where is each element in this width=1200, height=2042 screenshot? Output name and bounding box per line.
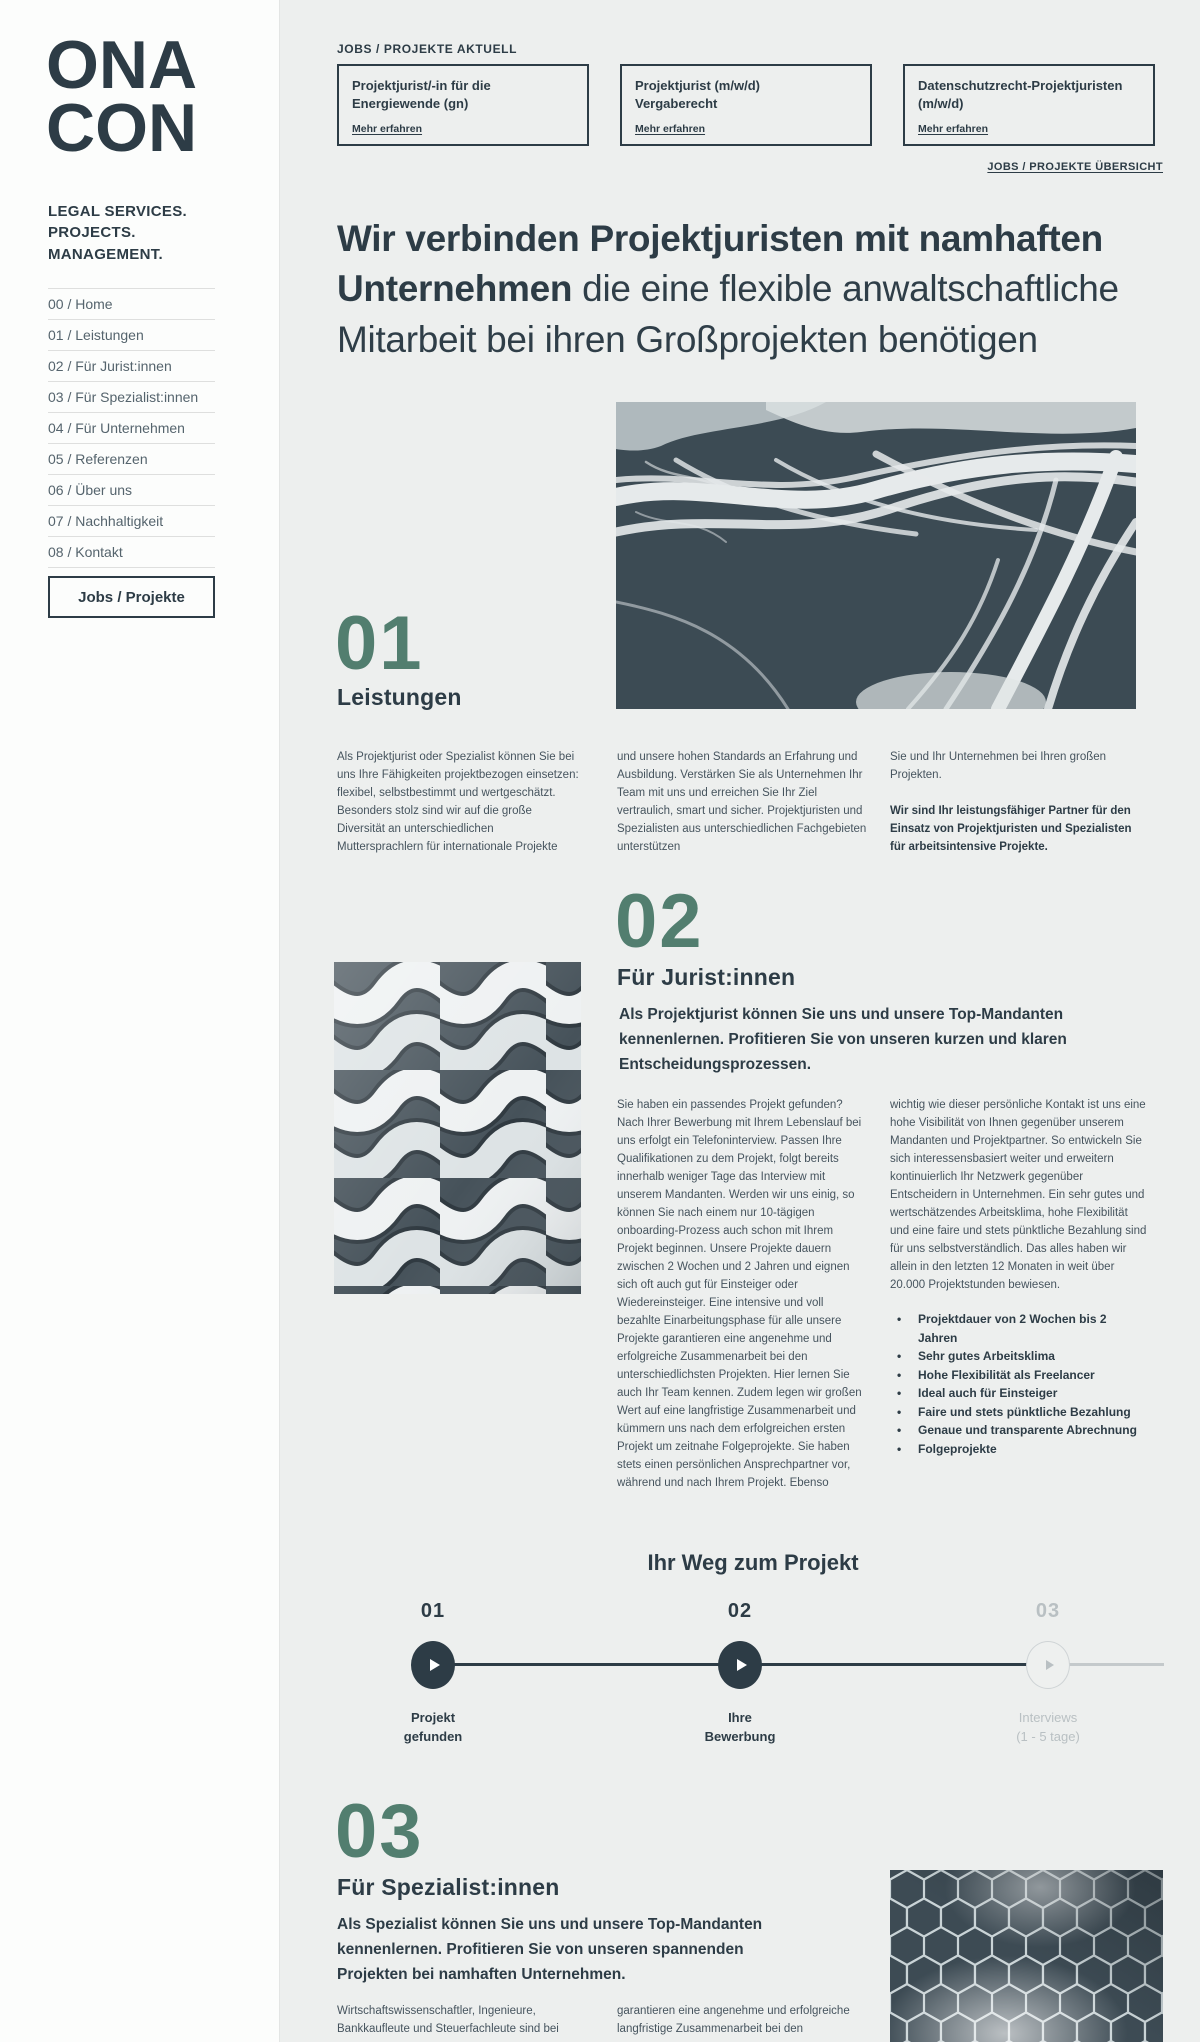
sidebar-item-home[interactable]: 00 / Home (48, 288, 215, 319)
benefit-item: • Projektdauer von 2 Wochen bis 2 Jahren (890, 1310, 1148, 1347)
play-icon (737, 1659, 747, 1671)
sidebar-item-fuer-spezialistinnen[interactable]: 03 / Für Spezialist:innen (48, 381, 215, 412)
sidebar-item-fuer-unternehmen[interactable]: 04 / Für Unternehmen (48, 412, 215, 443)
step-label-line: Bewerbung (704, 1729, 776, 1744)
section-02-col2 (890, 1096, 1148, 1458)
tagline-line: LEGAL SERVICES. (48, 203, 187, 220)
section-01-col2: und unsere hohen Standards an Erfahrung und Ausbildung. Verstärken Sie als Unternehmen Ihr Team mit uns und erreichen Sie Ihr Ziel vertraulich, smart und sicher. Projektjuristen und Spezialisten aus unterschiedlichen Fachgebieten unterstützen (617, 751, 867, 853)
sidebar-item-fuer-juristinnen[interactable]: 02 / Für Jurist:innen (48, 350, 215, 381)
job-card-title: Projektjurist/-in für die Energiewende (gn) (352, 78, 491, 111)
job-card-title: Projektjurist (m/w/d) Vergaberecht (635, 78, 760, 111)
timeline-step-3-label (1016, 1708, 1080, 1746)
timeline-step-2-label (705, 1708, 776, 1746)
hero-heading-bold: Wir verbinden Projektjuristen mit namhaften Unternehmen (337, 218, 1103, 310)
tagline-line: PROJECTS. (48, 224, 136, 242)
timeline-title: Ihr Weg zum Projekt (647, 1550, 859, 1575)
play-icon (430, 1659, 440, 1671)
mehr-erfahren-link[interactable]: Mehr erfahren (918, 123, 989, 135)
timeline-step-1-number: 01 (420, 1600, 446, 1622)
benefit-item: • Folgeprojekte (890, 1440, 1148, 1459)
benefit-item: • Sehr gutes Arbeitsklima (890, 1347, 1148, 1366)
timeline-step-3-dot (1026, 1641, 1070, 1689)
jobs-projekte-button[interactable]: Jobs / Projekte (48, 576, 215, 618)
step-label-line: Interviews (1018, 1710, 1078, 1725)
logo-line-1: ONA (46, 27, 198, 103)
section-01-col3-bold-paragraph: Wir sind Ihr leistungsfähiger Partner für den Einsatz von Projektjuristen und Spezialisten für arbeitsintensive Projekte. (890, 805, 1132, 853)
step-label-line: Ihre (728, 1710, 752, 1725)
benefit-item: • Genaue und transparente Abrechnung (890, 1421, 1148, 1440)
timeline-step-2-dot (718, 1641, 762, 1689)
timeline-step-2-number: 02 (727, 1600, 753, 1622)
mehr-erfahren-link[interactable]: Mehr erfahren (352, 123, 423, 135)
tagline-line: MANAGEMENT. (48, 245, 163, 263)
sidebar-item-leistungen[interactable]: 01 / Leistungen (48, 319, 215, 350)
timeline-step-3-number: 03 (1035, 1600, 1061, 1622)
section-01-col3-paragraph: Sie und Ihr Unternehmen bei Ihren großen Projekten. (890, 751, 1107, 781)
jobs-aktuell-heading: JOBS / PROJEKTE AKTUELL (337, 42, 518, 56)
logo-line-2: CON (46, 90, 198, 167)
job-card (337, 64, 589, 146)
jobs-uebersicht-link[interactable]: JOBS / PROJEKTE ÜBERSICHT (987, 161, 1163, 173)
timeline-step-1-label (404, 1708, 463, 1746)
section-02-col1: Sie haben ein passendes Projekt gefunden? Nach Ihrer Bewerbung mit Ihrem Lebenslauf bei uns erfolgt ein Telefoninterview. Passen Ihre Qualifikationen zu dem Projekt, folgt bereits innerhalb weniger Tage das Interview mit unserem Mandanten. Werden wir uns einig, so können Sie nach einem nur 10-tägigen onboarding-Prozess auch schon mit Ihrem Projekt beginnen. Unsere Projekte dauern zwischen 2 Wochen und 2 Jahren und eignen sich oft auch gut für Einsteiger oder Wiedereinsteiger. Eine intensive und voll bezahlte Einarbeitungsphase für alle unsere Projekte garantieren eine angenehme und erfolgreiche Zusammenarbeit bei den unterschiedlichsten Projekten. Hier lernen Sie auch Ihr Team kennen. Zudem legen wir großen Wert auf eine langfristige Zusammenarbeit und kümmern uns nach dem erfolgreichen ersten Projekt um zeitnahe Folgeprojekte. Sie haben stets einen persönlichen Ansprechpartner vor, während und nach Ihrem Projekt. Ebenso (617, 1099, 862, 1489)
benefits-list (890, 1310, 1148, 1458)
hero-heading-regular: die eine flexible anwaltschaftliche Mitarbeit bei ihren Großprojekten benötigen (337, 268, 1119, 360)
sidebar-item-nachhaltigkeit[interactable]: 07 / Nachhaltigkeit (48, 505, 215, 536)
step-label-line: gefunden (403, 1729, 463, 1744)
job-card (903, 64, 1155, 146)
hero-heading (337, 214, 1137, 365)
section-01-number: 01 (335, 601, 424, 686)
section-03-col1: Wirtschaftswissenschaftler, Ingenieure, Bankkaufleute und Steuerfachleute sind bei (337, 2005, 559, 2035)
benefit-item: • Hohe Flexibilität als Freelancer (890, 1366, 1148, 1385)
mehr-erfahren-link[interactable]: Mehr erfahren (635, 123, 706, 135)
timeline-step-1-dot (411, 1641, 455, 1689)
section-03-title: Für Spezialist:innen (337, 1874, 560, 1900)
section-02-intro: Als Projektjurist können Sie uns und unsere Top-Mandanten kennenlernen. Profitieren Sie von unseren kurzen und klaren Entscheidungsprozessen. (619, 1006, 1067, 1073)
play-icon (1046, 1660, 1054, 1670)
step-label-line: (1 - 5 tage) (1016, 1729, 1080, 1744)
sidebar-item-kontakt[interactable]: 08 / Kontakt (48, 536, 215, 568)
section-02-number: 02 (615, 879, 704, 964)
job-card (620, 64, 872, 146)
tagline (48, 201, 187, 265)
benefit-item: • Ideal auch für Einsteiger (890, 1384, 1148, 1403)
step-label-line: Projekt (410, 1710, 456, 1725)
section-01-col3 (890, 748, 1142, 856)
section-01-title: Leistungen (337, 684, 462, 710)
job-card-title: Datenschutzrecht-Projektjuristen (m/w/d) (918, 78, 1123, 111)
section-01-col1: Als Projektjurist oder Spezialist können Sie bei uns Ihre Fähigkeiten projektbezogen einsetzen: flexibel, selbstbestimmt und wertgeschätzt. Besonders stolz sind wir auf die große Diversität an unterschiedlichen Muttersprachlern für internationale Projekte (337, 751, 579, 853)
section-03-intro: Als Spezialist können Sie uns und unsere Top-Mandanten kennenlernen. Profitieren Sie von unseren spannenden Projekten bei namhaften Unternehmen. (337, 1916, 763, 1983)
river-delta-image (616, 402, 1136, 709)
main-nav (48, 288, 215, 568)
sidebar (0, 0, 280, 2042)
section-03-number: 03 (335, 1789, 424, 1874)
honeycomb-structure-image (890, 1870, 1163, 2042)
sidebar-item-referenzen[interactable]: 05 / Referenzen (48, 443, 215, 474)
section-02-col2-paragraph: wichtig wie dieser persönliche Kontakt ist uns eine hohe Visibilität von Ihnen gegenüber unserem Mandanten und Projektpartner. So entwickeln Sie sich interessensbasiert weiter und erweitern kontinuierlich Ihr Netzwerk gegenüber Entscheidern in Unternehmen. Ein sehr gutes und wertschätzendes Arbeitsklima, hohe Flexibilität und eine faire und stets pünktliche Bezahlung sind für uns selbstverständlich. Das alles haben wir allein in den letzten 12 Monaten in weit über 20.000 Projektstunden bewiesen. (890, 1099, 1147, 1291)
section-03-col2: garantieren eine angenehme und erfolgreiche langfristige Zusammenarbeit bei den (617, 2005, 850, 2035)
sidebar-item-ueber-uns[interactable]: 06 / Über uns (48, 474, 215, 505)
benefit-item: • Faire und stets pünktliche Bezahlung (890, 1403, 1148, 1422)
onacon-logo (46, 27, 198, 167)
lattice-structure-image (334, 962, 581, 1294)
section-02-title: Für Jurist:innen (617, 964, 796, 990)
